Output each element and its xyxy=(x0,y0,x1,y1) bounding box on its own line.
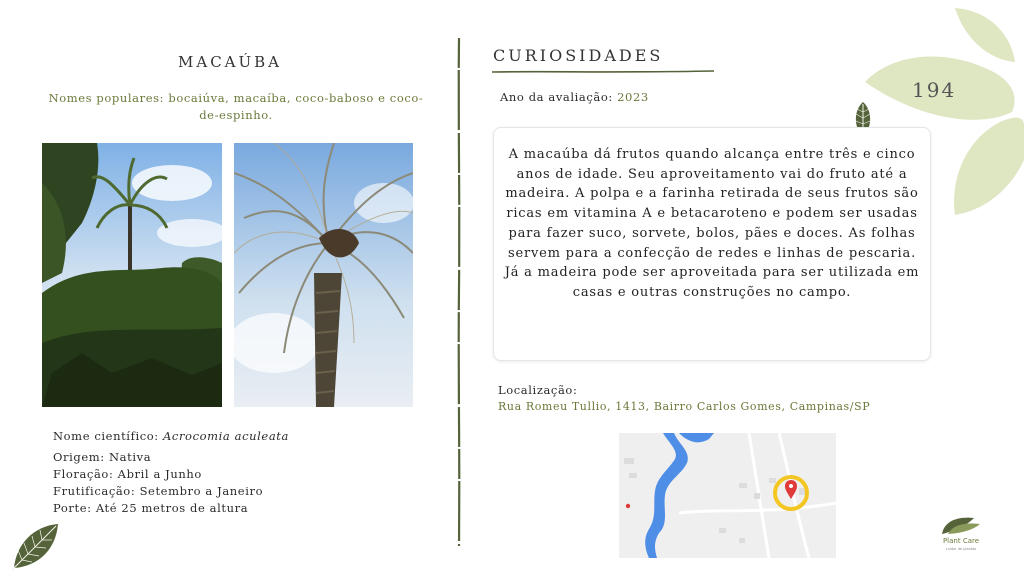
location-label: Localização: xyxy=(498,383,578,397)
title-underline xyxy=(492,68,714,76)
plant-facts xyxy=(53,428,289,517)
plant-care-logo xyxy=(940,514,982,536)
curiosities-title: CURIOSIDADES xyxy=(493,46,664,65)
size: Porte: Até 25 metros de altura xyxy=(53,501,249,515)
year-value: 2023 xyxy=(617,90,649,104)
flowering: Floração: Abril a Junho xyxy=(53,467,202,481)
plant-photo-trunk xyxy=(234,143,413,407)
fruiting: Frutificação: Setembro a Janeiro xyxy=(53,484,264,498)
scientific-name-value: Acrocomia aculeata xyxy=(163,429,289,443)
scientific-name xyxy=(53,428,289,445)
year-label: Ano da avaliação: xyxy=(500,90,618,104)
logo-name: Plant Care xyxy=(942,537,980,545)
location-address: Rua Romeu Tullio, 1413, Bairro Carlos Gomes, Campinas/SP xyxy=(498,400,871,413)
plant-title: MACAÚBA xyxy=(178,53,282,71)
vertical-divider xyxy=(456,38,462,546)
logo-subtitle: cuidar de plantas xyxy=(945,547,977,551)
description-text: A macaúba dá frutos quando alcança entre três e cinco anos de idade. Seu aproveitamento vai do fruto até a madeira. A polpa e a farinha retirada de seus frutos são ricas em vitamina A e betacaroteno e podem ser usadas para fazer suco, sorvete, bolos, pães e doces. As folhas servem para a confecção de redes e linhas de pescaria. Já a madeira pode ser aproveitada para ser utilizada em casas e outras construções no campo. xyxy=(504,147,920,300)
popular-names: Nomes populares: bocaiúva, macaíba, coco-baboso e coco-de-espinho. xyxy=(48,91,424,122)
origin: Origem: Nativa xyxy=(53,450,152,464)
leaf-icon xyxy=(8,520,62,572)
plant-photo-full-tree xyxy=(42,143,222,407)
location-map[interactable] xyxy=(619,433,836,558)
description-card xyxy=(493,127,931,361)
evaluation-year xyxy=(500,90,649,104)
scientific-name-label: Nome científico: xyxy=(53,429,164,443)
page-number-badge: 194 xyxy=(912,78,957,102)
